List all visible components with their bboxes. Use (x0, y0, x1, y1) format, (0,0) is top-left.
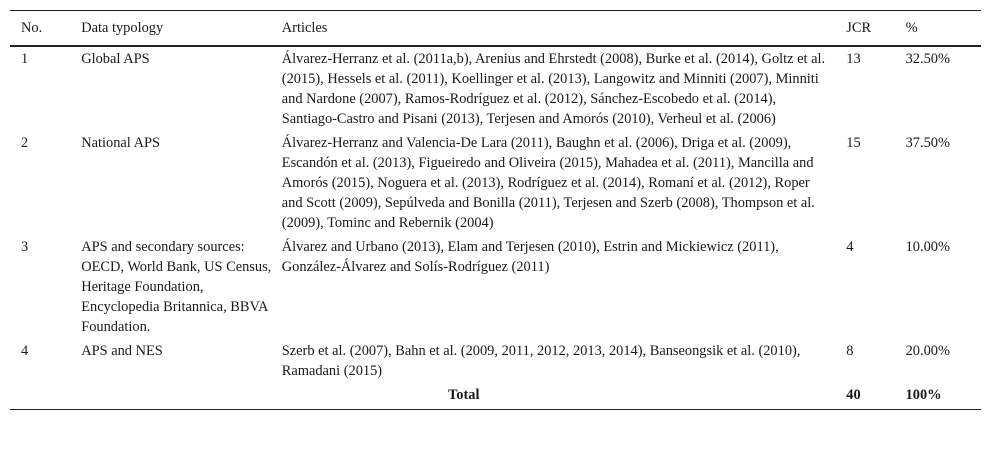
header-no: No. (10, 11, 81, 47)
total-empty-cell (10, 383, 81, 410)
cell-articles: Álvarez-Herranz et al. (2011a,b), Arenius and Ehrstedt (2008), Burke et al. (2014), Goltz et al. (2015), Hessels et al. (2011), Koellinger et al. (2013), Langowitz and Minniti (2007), Minniti and Nardone (2007), Ramos-Rodríguez et al. (2012), Sánchez-Escobedo et al. (2014), Santiago-Castro and Pisani (2013), Terjesen and Amorós (2010), Verheul et al. (2006) (281, 51, 826, 127)
header-percent: % (906, 11, 981, 47)
cell-jcr: 4 (846, 239, 854, 255)
cell-articles: Álvarez-Herranz and Valencia-De Lara (2011), Baughn et al. (2006), Driga et al. (2009), Escandón et al. (2013), Figueiredo and Oliveira (2015), Mahadea et al. (2011), Mancilla and Amorós (2015), Noguera et al. (2013), Rodríguez et al. (2014), Romaní et al. (2012), Roper and Scott (2009), Sepúlveda and Bonilla (2011), Terjesen and Szerb (2008), Thompson et al. (2009), Tominc and Rebernik (2004) (281, 135, 815, 231)
cell-typology: National APS (81, 135, 160, 151)
cell-jcr: 15 (846, 135, 861, 151)
header-data-typology: Data typology (81, 11, 282, 47)
cell-typology: APS and secondary sources: OECD, World Bank, US Census, Heritage Foundation, Encyclopedia Britannica, BBVA Foundation. (81, 239, 272, 335)
header-row (10, 11, 981, 47)
table-row (10, 339, 981, 383)
total-percent: 100% (906, 383, 981, 410)
cell-no: 3 (21, 239, 29, 255)
cell-percent: 20.00% (905, 343, 950, 359)
cell-articles: Álvarez and Urbano (2013), Elam and Terjesen (2010), Estrin and Mickiewicz (2011), González-Álvarez and Solís-Rodríguez (2011) (281, 239, 779, 275)
articles-table (10, 10, 981, 410)
header-jcr: JCR (846, 11, 905, 47)
cell-percent: 32.50% (905, 51, 950, 67)
cell-articles: Szerb et al. (2007), Bahn et al. (2009, 2011, 2012, 2013, 2014), Banseongsik et al. (2010), Ramadani (2015) (281, 343, 801, 379)
total-row (10, 383, 981, 410)
total-label: Total (81, 383, 846, 410)
cell-percent: 10.00% (905, 239, 950, 255)
table-row (10, 46, 981, 131)
cell-jcr: 8 (846, 343, 854, 359)
cell-no: 1 (21, 51, 29, 67)
table-row (10, 235, 981, 339)
cell-no: 2 (21, 135, 29, 151)
cell-jcr: 13 (846, 51, 861, 67)
table-row (10, 131, 981, 235)
total-jcr: 40 (846, 383, 905, 410)
cell-typology: Global APS (81, 51, 150, 67)
cell-percent: 37.50% (905, 135, 950, 151)
header-articles: Articles (282, 11, 847, 47)
cell-no: 4 (21, 343, 29, 359)
cell-typology: APS and NES (81, 343, 163, 359)
